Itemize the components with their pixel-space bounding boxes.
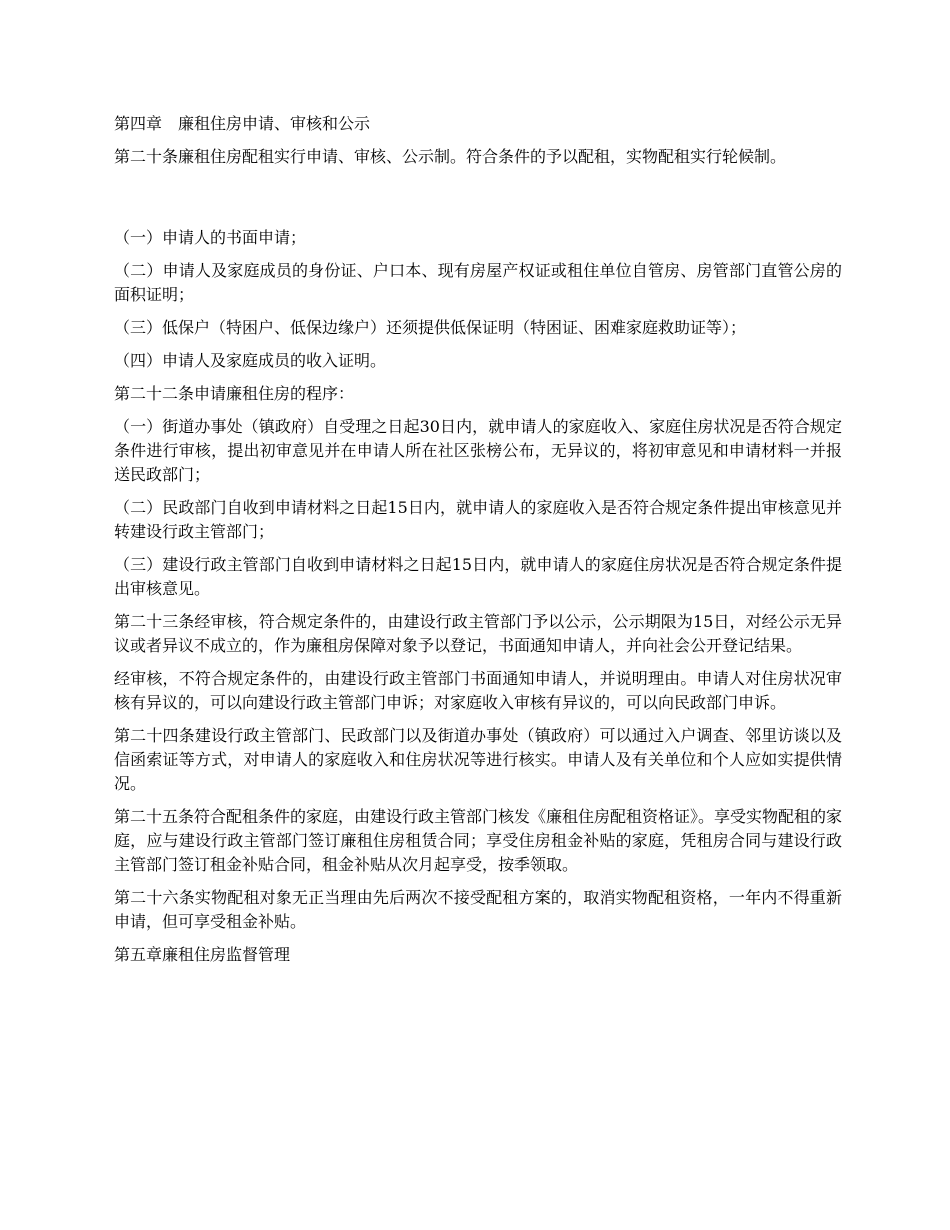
- list-item-3: （三）低保户（特困户、低保边缘户）还须提供低保证明（特困证、困难家庭救助证等）；: [114, 318, 747, 337]
- chapter5-title: 第五章廉租住房监督管理: [114, 945, 291, 964]
- list-item-2: （二）申请人及家庭成员的身份证、户口本、现有房屋产权证或租住单位自管房、房管部门直管公房的面积证明；: [114, 261, 842, 304]
- article-26: 第二十六条实物配租对象无正当理由先后两次不接受配租方案的，取消实物配租资格，一年内不得重新申请，但可享受租金补贴。: [114, 888, 842, 931]
- article-22-item-2: （二）民政部门自收到申请材料之日起15日内，就申请人的家庭收入是否符合规定条件提出审核意见并转建设行政主管部门；: [114, 498, 842, 541]
- article-22-item-3: （三）建设行政主管部门自收到申请材料之日起15日内，就申请人的家庭住房状况是否符合规定条件提出审核意见。: [114, 555, 842, 598]
- article-24: 第二十四条建设行政主管部门、民政部门以及街道办事处（镇政府）可以通过入户调查、邻里访谈以及信函索证等方式，对申请人的家庭收入和住房状况等进行核实。申请人及有关单位和个人应如实提供情况。: [114, 726, 842, 793]
- article-22-item-1: （一）街道办事处（镇政府）自受理之日起30日内，就申请人的家庭收入、家庭住房状况是否符合规定条件进行审核，提出初审意见并在申请人所在社区张榜公布，无异议的，将初审意见和申请材料一并报送民政部门；: [114, 417, 842, 484]
- article-23: 第二十三条经审核，符合规定条件的，由建设行政主管部门予以公示，公示期限为15日，对经公示无异议或者异议不成立的，作为廉租房保障对象予以登记，书面通知申请人，并向社会公开登记结果。: [114, 612, 842, 655]
- article-20: 第二十条廉租住房配租实行申请、审核、公示制。符合条件的予以配租，实物配租实行轮候制。: [114, 147, 787, 166]
- list-item-1: （一）申请人的书面申请；: [114, 228, 307, 247]
- chapter4-title: 第四章 廉租住房申请、审核和公示: [114, 114, 371, 133]
- article-22: 第二十二条申请廉租住房的程序：: [114, 384, 355, 403]
- article-23-continued: 经审核，不符合规定条件的，由建设行政主管部门书面通知申请人，并说明理由。申请人对住房状况审核有异议的，可以向建设行政主管部门申诉；对家庭收入审核有异议的，可以向民政部门申诉。: [114, 669, 842, 712]
- article-25: 第二十五条符合配租条件的家庭，由建设行政主管部门核发《廉租住房配租资格证》。享受实物配租的家庭，应与建设行政主管部门签订廉租住房租赁合同；享受住房租金补贴的家庭，凭租房合同与建设行政主管部门签订租金补贴合同，租金补贴从次月起享受，按季领取。: [114, 807, 843, 874]
- blank-spacer: [114, 178, 842, 226]
- list-item-4: （四）申请人及家庭成员的收入证明。: [114, 351, 387, 370]
- document-page: [114, 112, 842, 976]
